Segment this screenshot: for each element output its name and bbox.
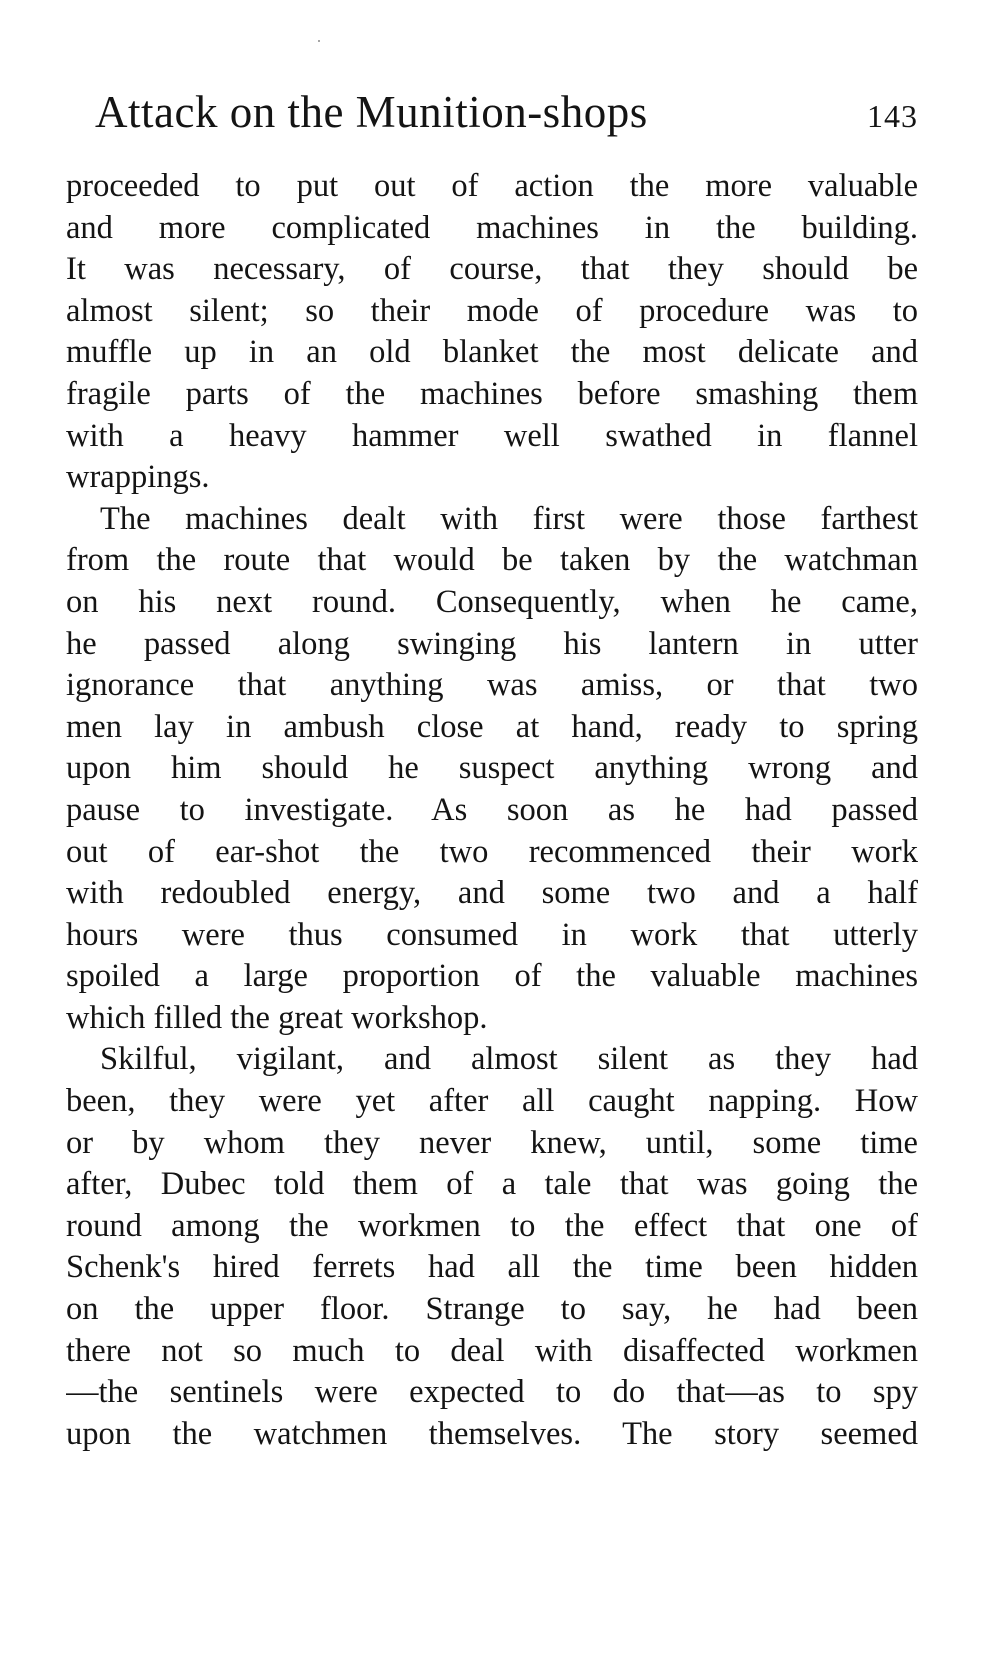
text-line: with redoubled energy, and some two and a half [66,875,918,912]
paragraph-3 [66,1039,918,1455]
text-line: ignorance that anything was amiss, or that two [66,667,918,704]
text-line: from the route that would be taken by the watchman [66,542,918,579]
text-line: hours were thus consumed in work that utterly [66,916,918,953]
running-title: Attack on the Munition-shops [95,87,648,137]
text-line: or by whom they never knew, until, some time [66,1124,918,1161]
running-head [95,86,918,146]
text-line: which filled the great workshop. [66,999,488,1036]
text-line: spoiled a large proportion of the valuable machines [66,958,918,995]
text-line: out of ear-shot the two recommenced their work [66,833,918,870]
text-line: after, Dubec told them of a tale that was going the [66,1166,918,1203]
paragraph-1 [66,166,918,499]
print-speck [318,40,320,42]
text-line: there not so much to deal with disaffected workmen [66,1332,918,1369]
text-line: upon the watchmen themselves. The story seemed [66,1415,918,1452]
text-line: round among the workmen to the effect that one of [66,1207,918,1244]
text-line: wrappings. [66,459,210,496]
text-line: The machines dealt with first were those farthest [100,500,918,537]
text-line: fragile parts of the machines before smashing them [66,375,918,412]
text-line: Skilful, vigilant, and almost silent as they had [100,1041,918,1078]
text-line: on the upper floor. Strange to say, he had been [66,1291,918,1328]
text-line: with a heavy hammer well swathed in flannel [66,417,918,454]
text-line: pause to investigate. As soon as he had passed [66,791,918,828]
text-line: muffle up in an old blanket the most delicate and [66,334,918,371]
text-line: men lay in ambush close at hand, ready to spring [66,708,918,745]
text-line: almost silent; so their mode of procedure was to [66,292,918,329]
page-number: 143 [867,98,918,134]
text-line: Schenk's hired ferrets had all the time been hidden [66,1249,918,1286]
paragraph-2 [66,499,918,1040]
body-text [66,166,918,1455]
text-line: upon him should he suspect anything wrong and [66,750,918,787]
text-line: been, they were yet after all caught napping. How [66,1083,918,1120]
text-line: he passed along swinging his lantern in utter [66,625,918,662]
text-line: —the sentinels were expected to do that—as to spy [66,1374,918,1411]
text-line: It was necessary, of course, that they should be [66,251,918,288]
text-line: and more complicated machines in the building. [66,209,918,246]
text-line: on his next round. Consequently, when he came, [66,583,918,620]
text-line: proceeded to put out of action the more valuable [66,168,918,204]
